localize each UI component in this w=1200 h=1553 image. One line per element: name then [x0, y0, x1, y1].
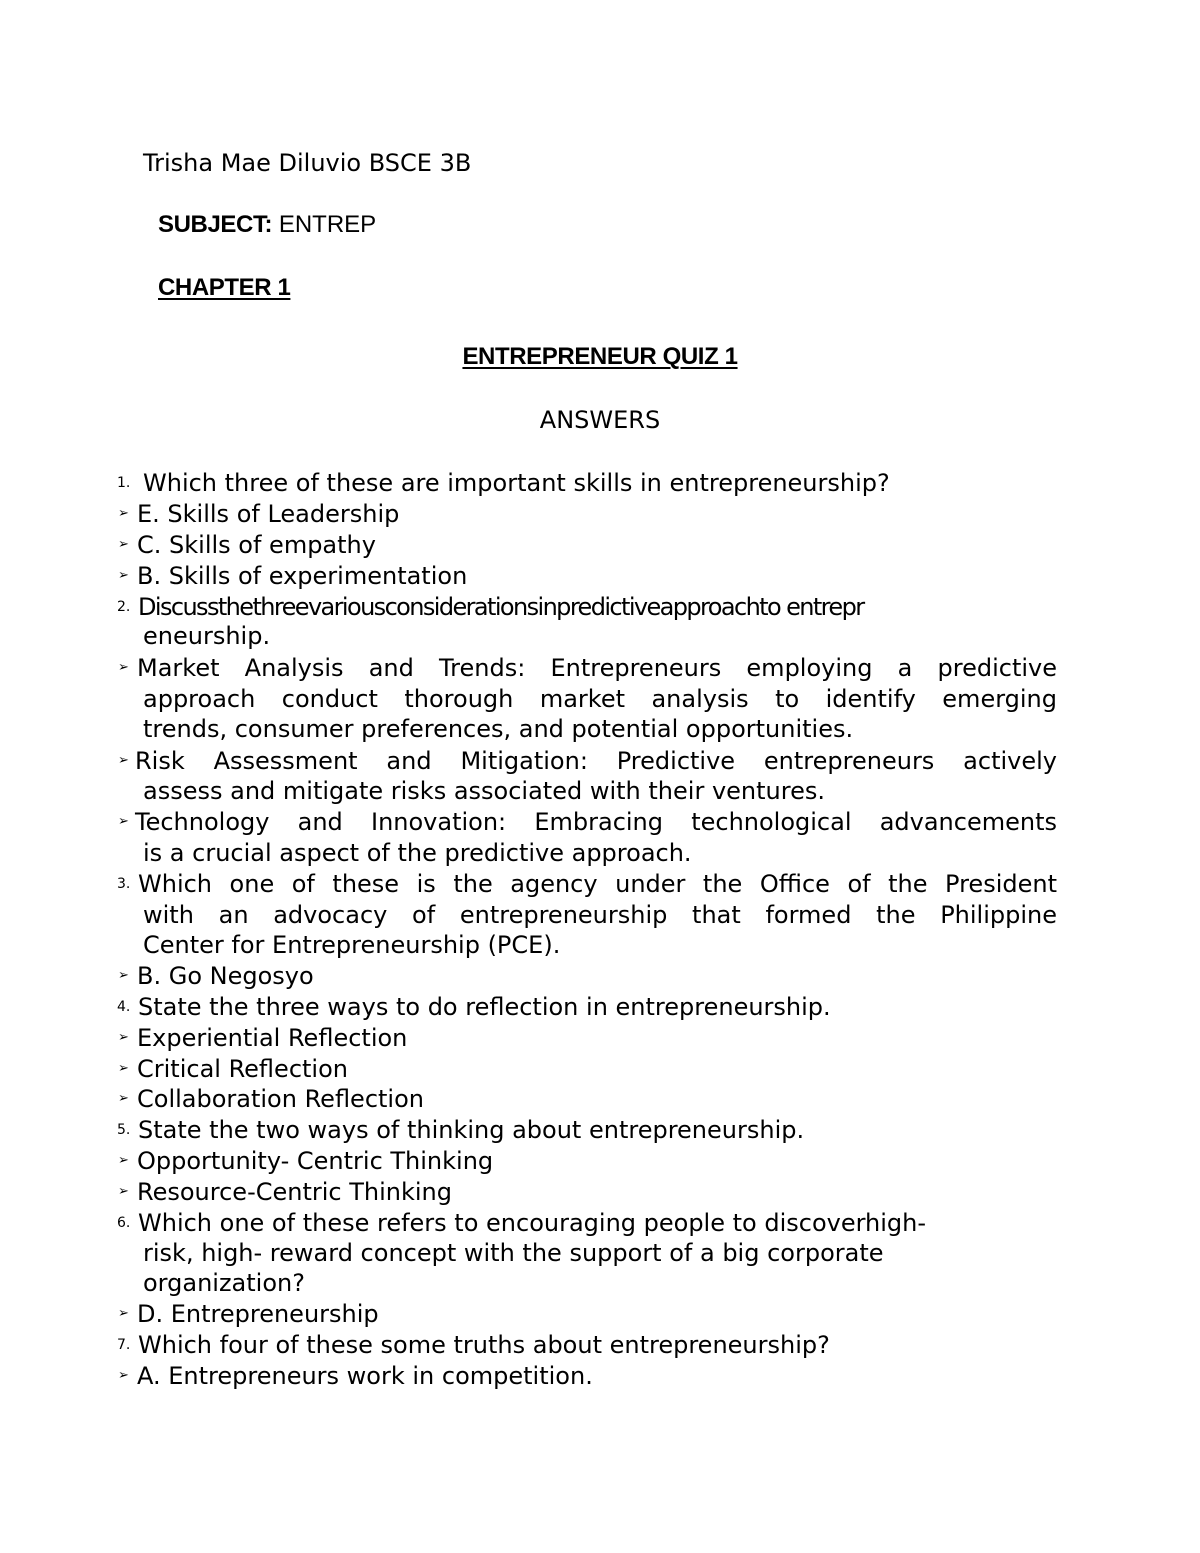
- bullet-icon: ➢: [118, 1061, 129, 1076]
- bullet-icon: ➢: [118, 1030, 129, 1045]
- bullet-icon: ➢: [118, 753, 129, 768]
- answer-item: B. Skills of experimentation: [137, 562, 468, 590]
- answer-item: D. Entrepreneurship: [137, 1300, 379, 1328]
- bullet-icon: ➢: [118, 1153, 129, 1168]
- question-6: Which one of these refers to encouraging people to discoverhigh-: [138, 1209, 927, 1237]
- student-name: Trisha Mae Diluvio BSCE 3B: [143, 149, 472, 177]
- question-2-continued: eneurship.: [143, 622, 271, 650]
- answer-item-continued: is a crucial aspect of the predictive approach.: [143, 839, 692, 867]
- question-3: Which one of these is the agency under the Office of the President: [138, 870, 1057, 898]
- question-number: 4.: [117, 999, 131, 1015]
- question-1: Which three of these are important skills in entrepreneurship?: [143, 469, 890, 497]
- answer-item: Resource-Centric Thinking: [137, 1178, 452, 1206]
- bullet-icon: ➢: [118, 814, 129, 829]
- subject-label: SUBJECT:: [158, 211, 273, 238]
- bullet-icon: ➢: [118, 660, 129, 675]
- question-number: 6.: [117, 1215, 131, 1231]
- question-3-continued: Center for Entrepreneurship (PCE).: [143, 931, 561, 959]
- question-4: State the three ways to do reflection in entrepreneurship.: [138, 993, 831, 1021]
- chapter-heading: CHAPTER 1: [158, 274, 291, 301]
- question-number: 2.: [117, 599, 131, 615]
- answer-item: Risk Assessment and Mitigation: Predictive entrepreneurs actively: [135, 747, 1057, 775]
- question-3-continued: with an advocacy of entrepreneurship that formed the Philippine: [143, 901, 1057, 929]
- answer-item-continued: trends, consumer preferences, and potential opportunities.: [143, 715, 854, 743]
- answers-heading: ANSWERS: [539, 406, 661, 434]
- subject-value: ENTREP: [272, 211, 377, 238]
- answer-item-continued: assess and mitigate risks associated with their ventures.: [143, 777, 825, 805]
- answer-item: Market Analysis and Trends: Entrepreneurs employing a predictive: [137, 654, 1057, 682]
- question-6-continued: organization?: [143, 1269, 305, 1297]
- answer-item: Collaboration Reflection: [137, 1085, 424, 1113]
- answer-item: E. Skills of Leadership: [137, 500, 400, 528]
- bullet-icon: ➢: [118, 506, 129, 521]
- bullet-icon: ➢: [118, 1184, 129, 1199]
- answer-item: Critical Reflection: [137, 1055, 348, 1083]
- question-5: State the two ways of thinking about entrepreneurship.: [138, 1116, 805, 1144]
- answer-item: C. Skills of empathy: [137, 531, 376, 559]
- question-number: 1.: [117, 475, 131, 491]
- question-7: Which four of these some truths about entrepreneurship?: [138, 1331, 830, 1359]
- question-number: 7.: [117, 1337, 131, 1353]
- bullet-icon: ➢: [118, 1091, 129, 1106]
- answer-item: Experiential Reflection: [137, 1024, 408, 1052]
- answer-item: A. Entrepreneurs work in competition.: [137, 1362, 593, 1390]
- answer-item: Opportunity- Centric Thinking: [137, 1147, 494, 1175]
- bullet-icon: ➢: [118, 537, 129, 552]
- bullet-icon: ➢: [118, 568, 129, 583]
- answer-item-continued: approach conduct thorough market analysis to identify emerging: [143, 685, 1057, 713]
- bullet-icon: ➢: [118, 1368, 129, 1383]
- subject-line: [158, 210, 376, 240]
- question-6-continued: risk, high- reward concept with the support of a big corporate: [143, 1239, 884, 1267]
- quiz-title: ENTREPRENEUR QUIZ 1: [462, 343, 738, 370]
- question-number: 5.: [117, 1122, 131, 1138]
- bullet-icon: ➢: [118, 968, 129, 983]
- question-2: Discussthethreevariousconsiderationsinpredictiveapproachto entrepr: [138, 593, 864, 621]
- answer-item: B. Go Negosyo: [137, 962, 314, 990]
- question-number: 3.: [117, 876, 131, 892]
- bullet-icon: ➢: [118, 1306, 129, 1321]
- answer-item: Technology and Innovation: Embracing technological advancements: [135, 808, 1057, 836]
